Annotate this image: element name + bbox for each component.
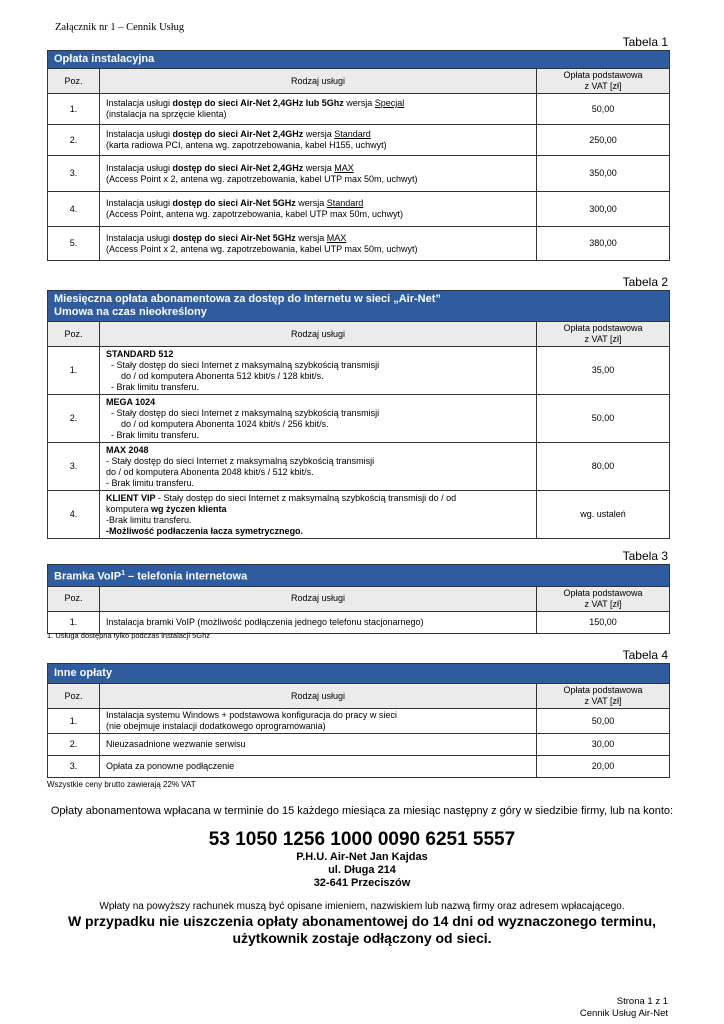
company-name: P.H.U. Air-Net Jan Kajdas [296, 851, 428, 863]
document-header: Załącznik nr 1 – Cennik Usług [55, 22, 185, 33]
row-number: 3. [48, 443, 100, 491]
service-description: Instalacja usługi dostęp do sieci Air-Net 2,4GHz wersja MAX (Access Point x 2, antena wg. zapotrzebowania, kabel UTP max 50m, uchwyt) [100, 156, 537, 192]
price: 50,00 [537, 94, 670, 125]
table-subscription-fees [47, 290, 670, 539]
row-number: 4. [48, 491, 100, 539]
price: 380,00 [537, 227, 670, 261]
plan-description: MEGA 1024 - Stały dostęp do sieci Internet z maksymalną szybkością transmisji do / od komputera Abonenta 1024 kbit/s / 256 kbit/s. - Brak limitu transferu. [100, 395, 537, 443]
column-header-price: Opłata podstawowa z VAT [zł] [537, 69, 670, 94]
table-title: Inne opłaty [48, 664, 670, 684]
price: 50,00 [537, 709, 670, 734]
table-1-label: Tabela 1 [622, 35, 668, 49]
column-header-no: Poz. [48, 322, 100, 347]
company-city: 32-641 Przeciszów [313, 877, 411, 889]
page-number: Strona 1 z 1 [616, 996, 668, 1007]
row-number: 1. [48, 709, 100, 734]
table-title: Bramka VoIP$^1$ – telefonia internetowa [48, 565, 670, 587]
price: 30,00 [537, 734, 670, 756]
company-street: ul. Długa 214 [328, 864, 396, 876]
price: wg. ustaleń [537, 491, 670, 539]
table-row [48, 347, 670, 395]
service-description: Instalacja usługi dostęp do sieci Air-Net 5GHz wersja Standard (Access Point, antena wg. zapotrzebowania, kabel UTP max 50m, uchwyt) [100, 192, 537, 227]
row-number: 2. [48, 734, 100, 756]
bank-account-number: 53 1050 1256 1000 0090 6251 5557 [208, 829, 516, 850]
column-header-service: Rodzaj usługi [100, 684, 537, 709]
column-header-service: Rodzaj usługi [100, 586, 537, 611]
table-row [48, 443, 670, 491]
column-header-price: Opłata podstawowa z VAT [zł] [537, 322, 670, 347]
table-3-label: Tabela 3 [622, 549, 668, 563]
row-number: 2. [48, 395, 100, 443]
price: 350,00 [537, 156, 670, 192]
row-number: 2. [48, 125, 100, 156]
plan-description: MAX 2048 - Stały dostęp do sieci Internet z maksymalną szybkością transmisji do / od komputera Abonenta 2048 kbit/s / 512 kbit/s. - Brak limitu transferu. [100, 443, 537, 491]
price: 300,00 [537, 192, 670, 227]
row-number: 5. [48, 227, 100, 261]
document-name: Cennik Usług Air-Net [579, 1008, 668, 1019]
column-header-no: Poz. [48, 586, 100, 611]
service-description: Instalacja bramki VoIP (możliwość podłączenia jednego telefonu stacjonarnego) [100, 611, 537, 633]
row-number: 1. [48, 347, 100, 395]
payment-intro: Opłaty abonamentowa wpłacana w terminie do 15 każdego miesiąca za miesiąc następny z góry w siedzibie firmy, lub na konto: [50, 805, 674, 817]
service-description: Instalacja usługi dostęp do sieci Air-Net 5GHz wersja MAX (Access Point x 2, antena wg. zapotrzebowania, kabel UTP max 50m, uchwyt) [100, 227, 537, 261]
table-row [48, 395, 670, 443]
price: 150,00 [537, 611, 670, 633]
table-voip [47, 564, 670, 634]
service-description: Instalacja usługi dostęp do sieci Air-Net 2,4GHz lub 5Ghz wersja Specjal (instalacja na sprzęcie klienta) [100, 94, 537, 125]
price: 250,00 [537, 125, 670, 156]
table-2-label: Tabela 2 [622, 275, 668, 289]
table-row [48, 734, 670, 756]
table-other-fees [47, 663, 670, 778]
table-row [48, 756, 670, 778]
column-header-no: Poz. [48, 69, 100, 94]
vat-note: Wszystkie ceny brutto zawierają 22% VAT [47, 780, 196, 789]
column-header-no: Poz. [48, 684, 100, 709]
row-number: 4. [48, 192, 100, 227]
row-number: 3. [48, 156, 100, 192]
price: 35,00 [537, 347, 670, 395]
table-row [48, 709, 670, 734]
column-header-service: Rodzaj usługi [100, 69, 537, 94]
table-title: Miesięczna opłata abonamentowa za dostęp do Internetu w sieci „Air-Net” Umowa na czas nieokreślony [48, 291, 670, 322]
price: 20,00 [537, 756, 670, 778]
service-description: Opłata za ponowne podłączenie [100, 756, 537, 778]
price: 80,00 [537, 443, 670, 491]
table-row [48, 611, 670, 633]
disconnection-warning-line-2: użytkownik zostaje odłączony od sieci. [232, 930, 492, 946]
table-title: Opłata instalacyjna [48, 51, 670, 69]
plan-description: STANDARD 512 - Stały dostęp do sieci Internet z maksymalną szybkością transmisji do / od komputera Abonenta 512 kbit/s / 128 kbit/s. - Brak limitu transferu. [100, 347, 537, 395]
payment-description-note: Wpłaty na powyższy rachunek muszą być opisane imieniem, nazwiskiem lub nazwą firmy oraz adresem wpłacającego. [99, 901, 625, 912]
service-description: Instalacja systemu Windows + podstawowa konfiguracja do pracy w sieci (nie obejmuje instalacji dodatkowego oprogramowania) [100, 709, 537, 734]
plan-description: KLIENT VIP - Stały dostęp do sieci Internet z maksymalną szybkością transmisji do / od komputera wg życzen klienta -Brak limitu transferu. -Możliwość podłaczenia łacza symetrycznego. [100, 491, 537, 539]
table-row [48, 192, 670, 227]
table-row [48, 491, 670, 539]
service-description: Nieuzasadnione wezwanie serwisu [100, 734, 537, 756]
page-footer [580, 996, 668, 1020]
footnote: 1. Usługa dostępna tylko podczas instalacji 5Ghz [47, 631, 211, 640]
table-row [48, 156, 670, 192]
table-row [48, 94, 670, 125]
table-installation-fees [47, 50, 670, 261]
table-4-label: Tabela 4 [622, 648, 668, 662]
column-header-price: Opłata podstawowa z VAT [zł] [537, 586, 670, 611]
disconnection-warning-line-1: W przypadku nie uiszczenia opłaty abonamentowej do 14 dni od wyznaczonego terminu, [67, 913, 657, 929]
price: 50,00 [537, 395, 670, 443]
table-row [48, 125, 670, 156]
row-number: 3. [48, 756, 100, 778]
column-header-price: Opłata podstawowa z VAT [zł] [537, 684, 670, 709]
service-description: Instalacja usługi dostęp do sieci Air-Net 2,4GHz wersja Standard (karta radiowa PCI, antena wg. zapotrzebowania, kabel H155, uchwyt) [100, 125, 537, 156]
row-number: 1. [48, 94, 100, 125]
row-number: 1. [48, 611, 100, 633]
column-header-service: Rodzaj usługi [100, 322, 537, 347]
table-row [48, 227, 670, 261]
